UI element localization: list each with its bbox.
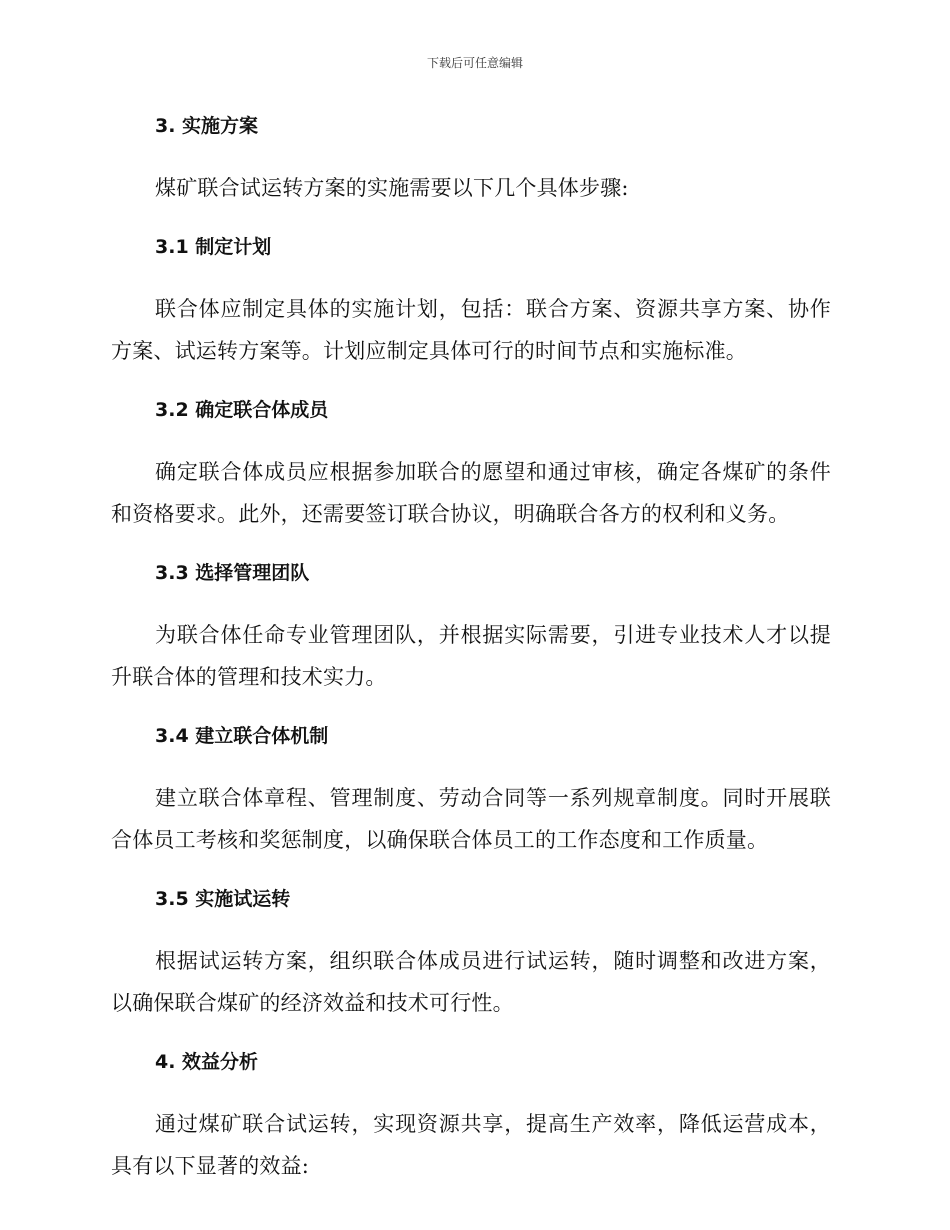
section-paragraph: 为联合体任命专业管理团队，并根据实际需要，引进专业技术人才以提升联合体的管理和技术实力。 xyxy=(111,623,831,689)
section-heading: 3.3 选择管理团队 xyxy=(155,562,310,584)
section xyxy=(111,110,831,231)
section-heading: 3.4 建立联合体机制 xyxy=(155,725,329,747)
section-heading: 3.5 实施试运转 xyxy=(155,888,291,910)
section-heading: 4. 效益分析 xyxy=(155,1051,259,1073)
section-heading: 3. 实施方案 xyxy=(155,115,259,137)
section xyxy=(111,231,831,394)
section xyxy=(111,394,831,557)
section-paragraph: 确定联合体成员应根据参加联合的愿望和通过审核，确定各煤矿的条件和资格要求。此外，还需要签订联合协议，明确联合各方的权利和义务。 xyxy=(111,460,831,526)
section-paragraph: 联合体应制定具体的实施计划，包括：联合方案、资源共享方案、协作方案、试运转方案等。计划应制定具体可行的时间节点和实施标准。 xyxy=(111,297,831,363)
section-heading: 3.1 制定计划 xyxy=(155,236,272,258)
section-paragraph: 建立联合体章程、管理制度、劳动合同等一系列规章制度。同时开展联合体员工考核和奖惩制度，以确保联合体员工的工作态度和工作质量。 xyxy=(111,786,831,852)
section xyxy=(111,1046,831,1187)
section-heading: 3.2 确定联合体成员 xyxy=(155,399,329,421)
page-header-note: 下载后可任意编辑 xyxy=(426,56,523,70)
section xyxy=(111,883,831,1046)
section-paragraph: 煤矿联合试运转方案的实施需要以下几个具体步骤: xyxy=(155,176,629,200)
section-paragraph: 通过煤矿联合试运转，实现资源共享，提高生产效率，降低运营成本，具有以下显著的效益: xyxy=(111,1112,831,1178)
section xyxy=(111,720,831,883)
section-paragraph: 根据试运转方案，组织联合体成员进行试运转，随时调整和改进方案，以确保联合煤矿的经济效益和技术可行性。 xyxy=(111,949,831,1015)
document-body xyxy=(111,110,831,1187)
section xyxy=(111,557,831,720)
